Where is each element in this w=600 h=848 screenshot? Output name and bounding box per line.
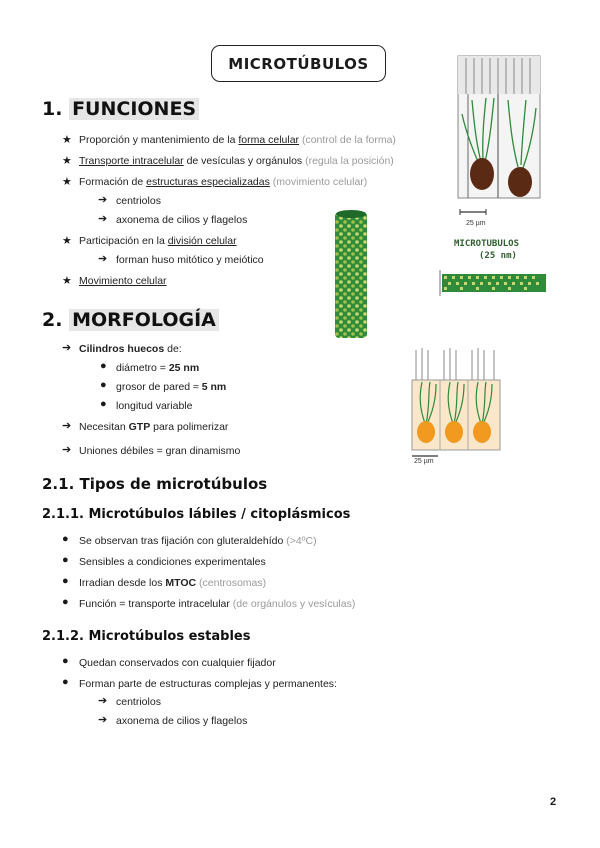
fig1-scale-label: 25 µm <box>466 220 486 227</box>
section-2-1-2-heading: 2.1.2. Microtúbulos estables <box>42 629 251 644</box>
morfologia-longitud: longitud variable <box>116 400 193 412</box>
fig3-scale-label: 25 µm <box>414 458 434 465</box>
microtubule-cylinder-model <box>331 208 371 342</box>
funcion-item-2: Transporte intracelular de vesículas y orgánulos (regula la posición) <box>79 155 394 167</box>
arrow-bullet-icon: ➔ <box>98 194 108 206</box>
estables-sub-centriolos: centriolos <box>116 696 161 708</box>
arrow-bullet-icon: ➔ <box>62 342 72 354</box>
arrow-bullet-icon: ➔ <box>98 213 108 225</box>
dot-bullet-icon: ● <box>62 554 69 566</box>
dot-bullet-icon: ● <box>100 398 107 410</box>
arrow-bullet-icon: ➔ <box>98 695 108 707</box>
star-bullet-icon: ★ <box>62 235 72 247</box>
section-2-1-1-heading: 2.1.1. Microtúbulos lábiles / citoplásmicos <box>42 507 351 522</box>
morfologia-gtp: Necesitan GTP para polimerizar <box>79 421 229 433</box>
dot-bullet-icon: ● <box>62 676 69 688</box>
fig1-caption: MICROTUBULOS <box>454 239 520 249</box>
sub-item-centriolos: centriolos <box>116 195 161 207</box>
arrow-bullet-icon: ➔ <box>98 253 108 265</box>
funcion-item-5: Movimiento celular <box>79 275 167 287</box>
funcion-item-3: Formación de estructuras especializadas (movimiento celular) <box>79 176 368 188</box>
dot-bullet-icon: ● <box>100 360 107 372</box>
arrow-bullet-icon: ➔ <box>62 444 72 456</box>
labiles-item-2: Sensibles a condiciones experimentales <box>79 556 266 568</box>
section-2-heading <box>42 309 219 331</box>
labiles-item-1: Se observan tras fijación con gluteraldehído (>4ºC) <box>79 535 317 547</box>
dot-bullet-icon: ● <box>62 533 69 545</box>
dot-bullet-icon: ● <box>100 379 107 391</box>
morfologia-diametro: diámetro = 25 nm <box>116 362 200 374</box>
section-1-heading <box>42 98 199 120</box>
star-bullet-icon: ★ <box>62 155 72 167</box>
labiles-item-4: Función = transporte intracelular (de orgánulos y vesículas) <box>79 598 356 610</box>
ciliated-cells-diagram <box>408 346 504 468</box>
estables-sub-axonema: axonema de cilios y flagelos <box>116 715 248 727</box>
page-number: 2 <box>550 796 557 808</box>
section-2-1-heading: 2.1. Tipos de microtúbulos <box>42 475 268 493</box>
arrow-bullet-icon: ➔ <box>62 420 72 432</box>
labiles-item-3: Irradian desde los MTOC (centrosomas) <box>79 577 267 589</box>
morfologia-cilindros: Cilindros huecos de: <box>79 343 182 355</box>
star-bullet-icon: ★ <box>62 176 72 188</box>
estables-item-1: Quedan conservados con cualquier fijador <box>79 657 276 669</box>
estables-item-2: Forman parte de estructuras complejas y permanentes: <box>79 678 337 690</box>
morfologia-pared: grosor de pared ≈ 5 nm <box>116 381 227 393</box>
section-1-number: 1. <box>42 98 63 120</box>
funcion-item-4: Participación en la división celular <box>79 235 237 247</box>
microtubule-cells-micrograph <box>446 52 552 234</box>
section-1-title: FUNCIONES <box>69 98 199 120</box>
section-2-number: 2. <box>42 309 63 331</box>
page-title: MICROTÚBULOS <box>211 45 386 82</box>
section-2-title: MORFOLOGÍA <box>69 309 219 331</box>
dot-bullet-icon: ● <box>62 575 69 587</box>
funcion-item-1: Proporción y mantenimiento de la forma celular (control de la forma) <box>79 134 396 146</box>
fig1-caption-size: (25 nm) <box>479 251 517 261</box>
dot-bullet-icon: ● <box>62 655 69 667</box>
arrow-bullet-icon: ➔ <box>98 714 108 726</box>
dot-bullet-icon: ● <box>62 596 69 608</box>
star-bullet-icon: ★ <box>62 134 72 146</box>
sub-item-axonema: axonema de cilios y flagelos <box>116 214 248 226</box>
sub-item-huso: forman huso mitótico y meiótico <box>116 254 264 266</box>
morfologia-uniones: Uniones débiles = gran dinamismo <box>79 445 241 457</box>
star-bullet-icon: ★ <box>62 275 72 287</box>
horizontal-microtubule-image <box>438 268 548 298</box>
